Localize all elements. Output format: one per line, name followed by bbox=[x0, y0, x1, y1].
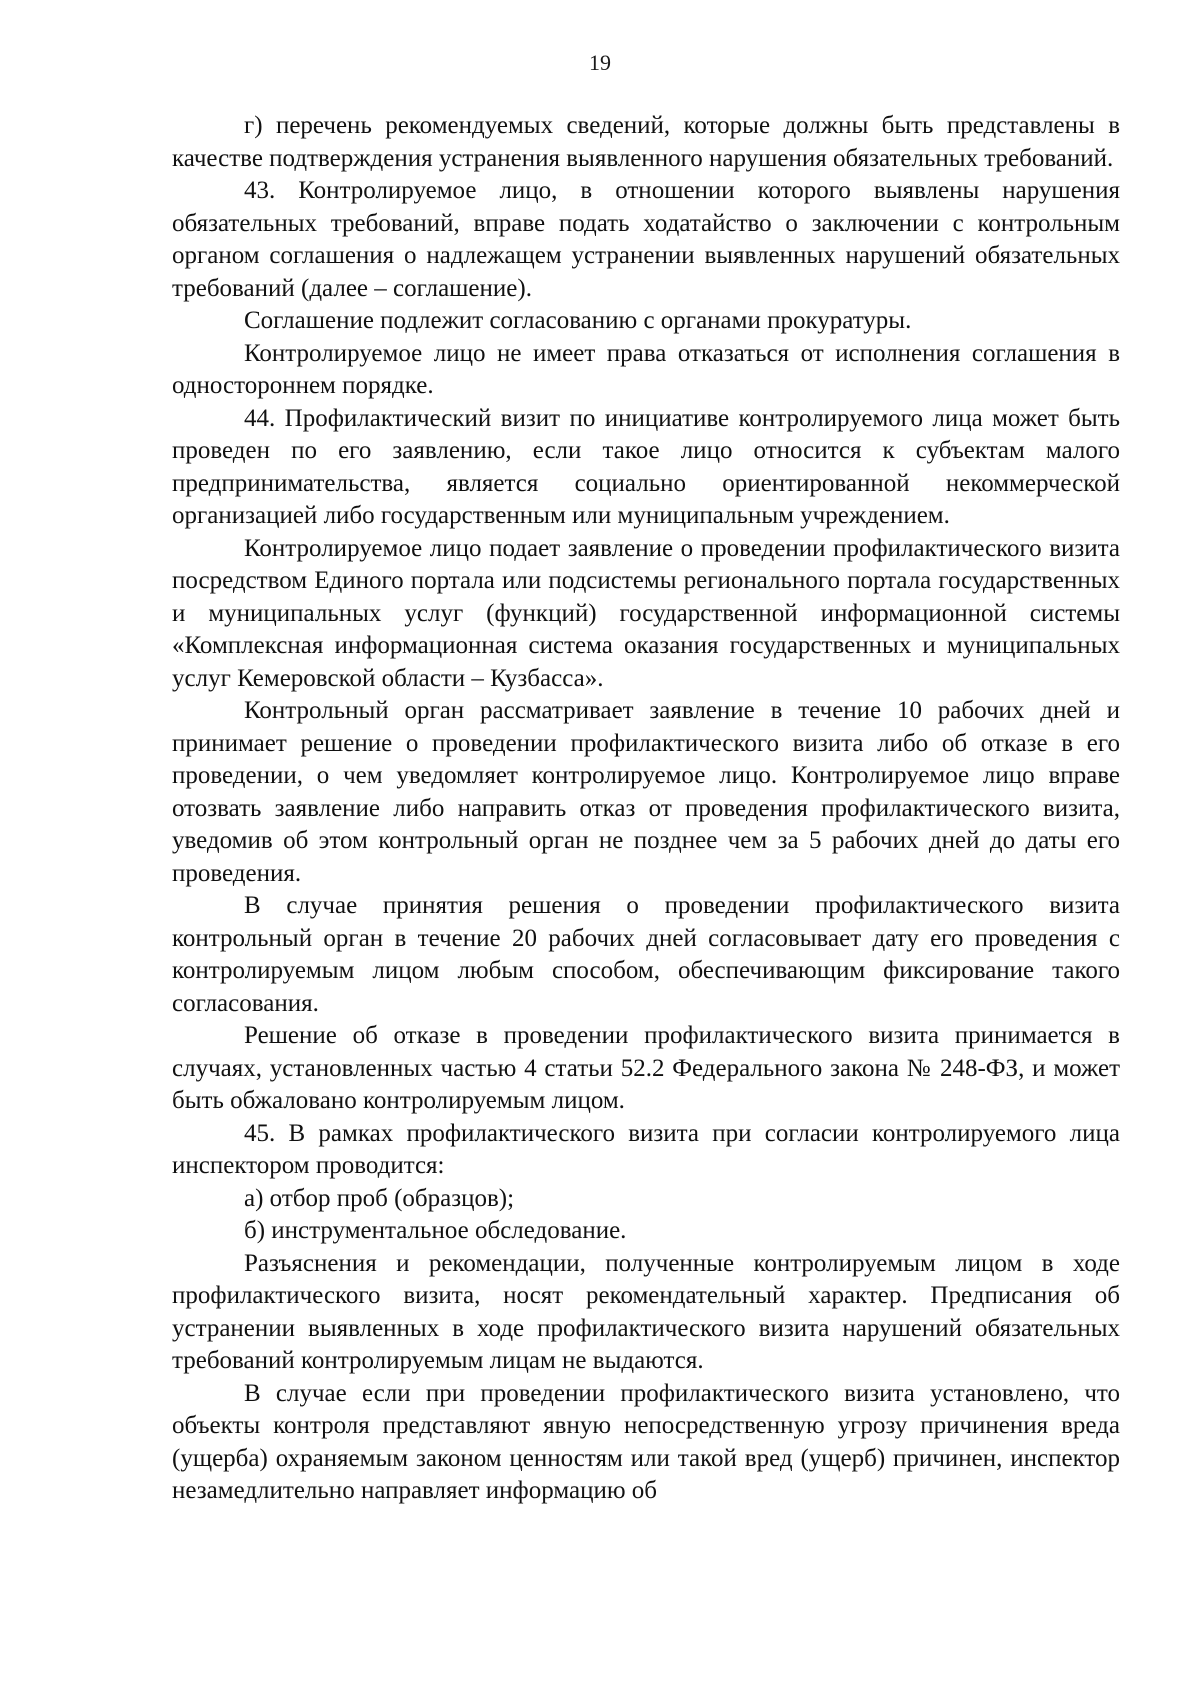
list-item-b: б) инструментальное обследование. bbox=[244, 1217, 627, 1244]
paragraph-item-g: г) перечень рекомендуемых сведений, которые должны быть представлены в качестве подтверждения устранения выявленного нарушения обязательных требований. bbox=[172, 112, 1120, 172]
paragraph-application-portal: Контролируемое лицо подает заявление о проведении профилактического визита посредством Единого портала или подсистемы регионального портала государственных и муниципальных услуг (функций) государственной информационной системы «Комплексная информационная система оказания государственных и муниципальных услуг Кемеровской области – Кузбасса». bbox=[172, 534, 1120, 692]
document-body bbox=[172, 110, 1120, 1508]
paragraph-44: 44. Профилактический визит по инициативе контролируемого лица может быть проведен по его заявлению, если такое лицо относится к субъектам малого предпринимательства, является социально ориентированной некоммерческой организацией либо государственным или муниципальным учреждением. bbox=[172, 404, 1120, 529]
paragraph-agreement-prosecutor: Соглашение подлежит согласованию с органами прокуратуры. bbox=[244, 307, 912, 334]
paragraph-recommendations: Разъяснения и рекомендации, полученные контролируемым лицом в ходе профилактического визита, носят рекомендательный характер. Предписания об устранении выявленных в ходе профилактического визита нарушений обязательных требований контролируемым лицам не выдаются. bbox=[172, 1249, 1120, 1374]
paragraph-45: 45. В рамках профилактического визита при согласии контролируемого лица инспектором проводится: bbox=[172, 1119, 1120, 1179]
paragraph-no-refusal: Контролируемое лицо не имеет права отказаться от исполнения соглашения в одностороннем порядке. bbox=[172, 339, 1120, 399]
paragraph-43: 43. Контролируемое лицо, в отношении которого выявлены нарушения обязательных требований, вправе подать ходатайство о заключении с контрольным органом соглашения о надлежащем устранении выявленных нарушений обязательных требований (далее – соглашение). bbox=[172, 177, 1120, 302]
paragraph-review-10-days: Контрольный орган рассматривает заявление в течение 10 рабочих дней и принимает решение о проведении профилактического визита либо об отказе в его проведении, о чем уведомляет контролируемое лицо. Контролируемое лицо вправе отозвать заявление либо направить отказ от проведения профилактического визита, уведомив об этом контрольный орган не позднее чем за 5 рабочих дней до даты его проведения. bbox=[172, 697, 1120, 887]
page-number: 19 bbox=[589, 50, 611, 75]
list-item-a: а) отбор проб (образцов); bbox=[244, 1184, 515, 1212]
paragraph-schedule-20-days: В случае принятия решения о проведении профилактического визита контрольный орган в течение 20 рабочих дней согласовывает дату его проведения с контролируемым лицом любым способом, обеспечивающим фиксирование такого согласования. bbox=[172, 892, 1120, 1017]
paragraph-threat: В случае если при проведении профилактического визита установлено, что объекты контроля представляют явную непосредственную угрозу причинения вреда (ущерба) охраняемым законом ценностям или такой вред (ущерб) причинен, инспектор незамедлительно направляет информацию об bbox=[172, 1379, 1120, 1504]
paragraph-refusal-decision: Решение об отказе в проведении профилактического визита принимается в случаях, установленных частью 4 статьи 52.2 Федерального закона № 248-ФЗ, и может быть обжаловано контролируемым лицом. bbox=[172, 1022, 1120, 1114]
